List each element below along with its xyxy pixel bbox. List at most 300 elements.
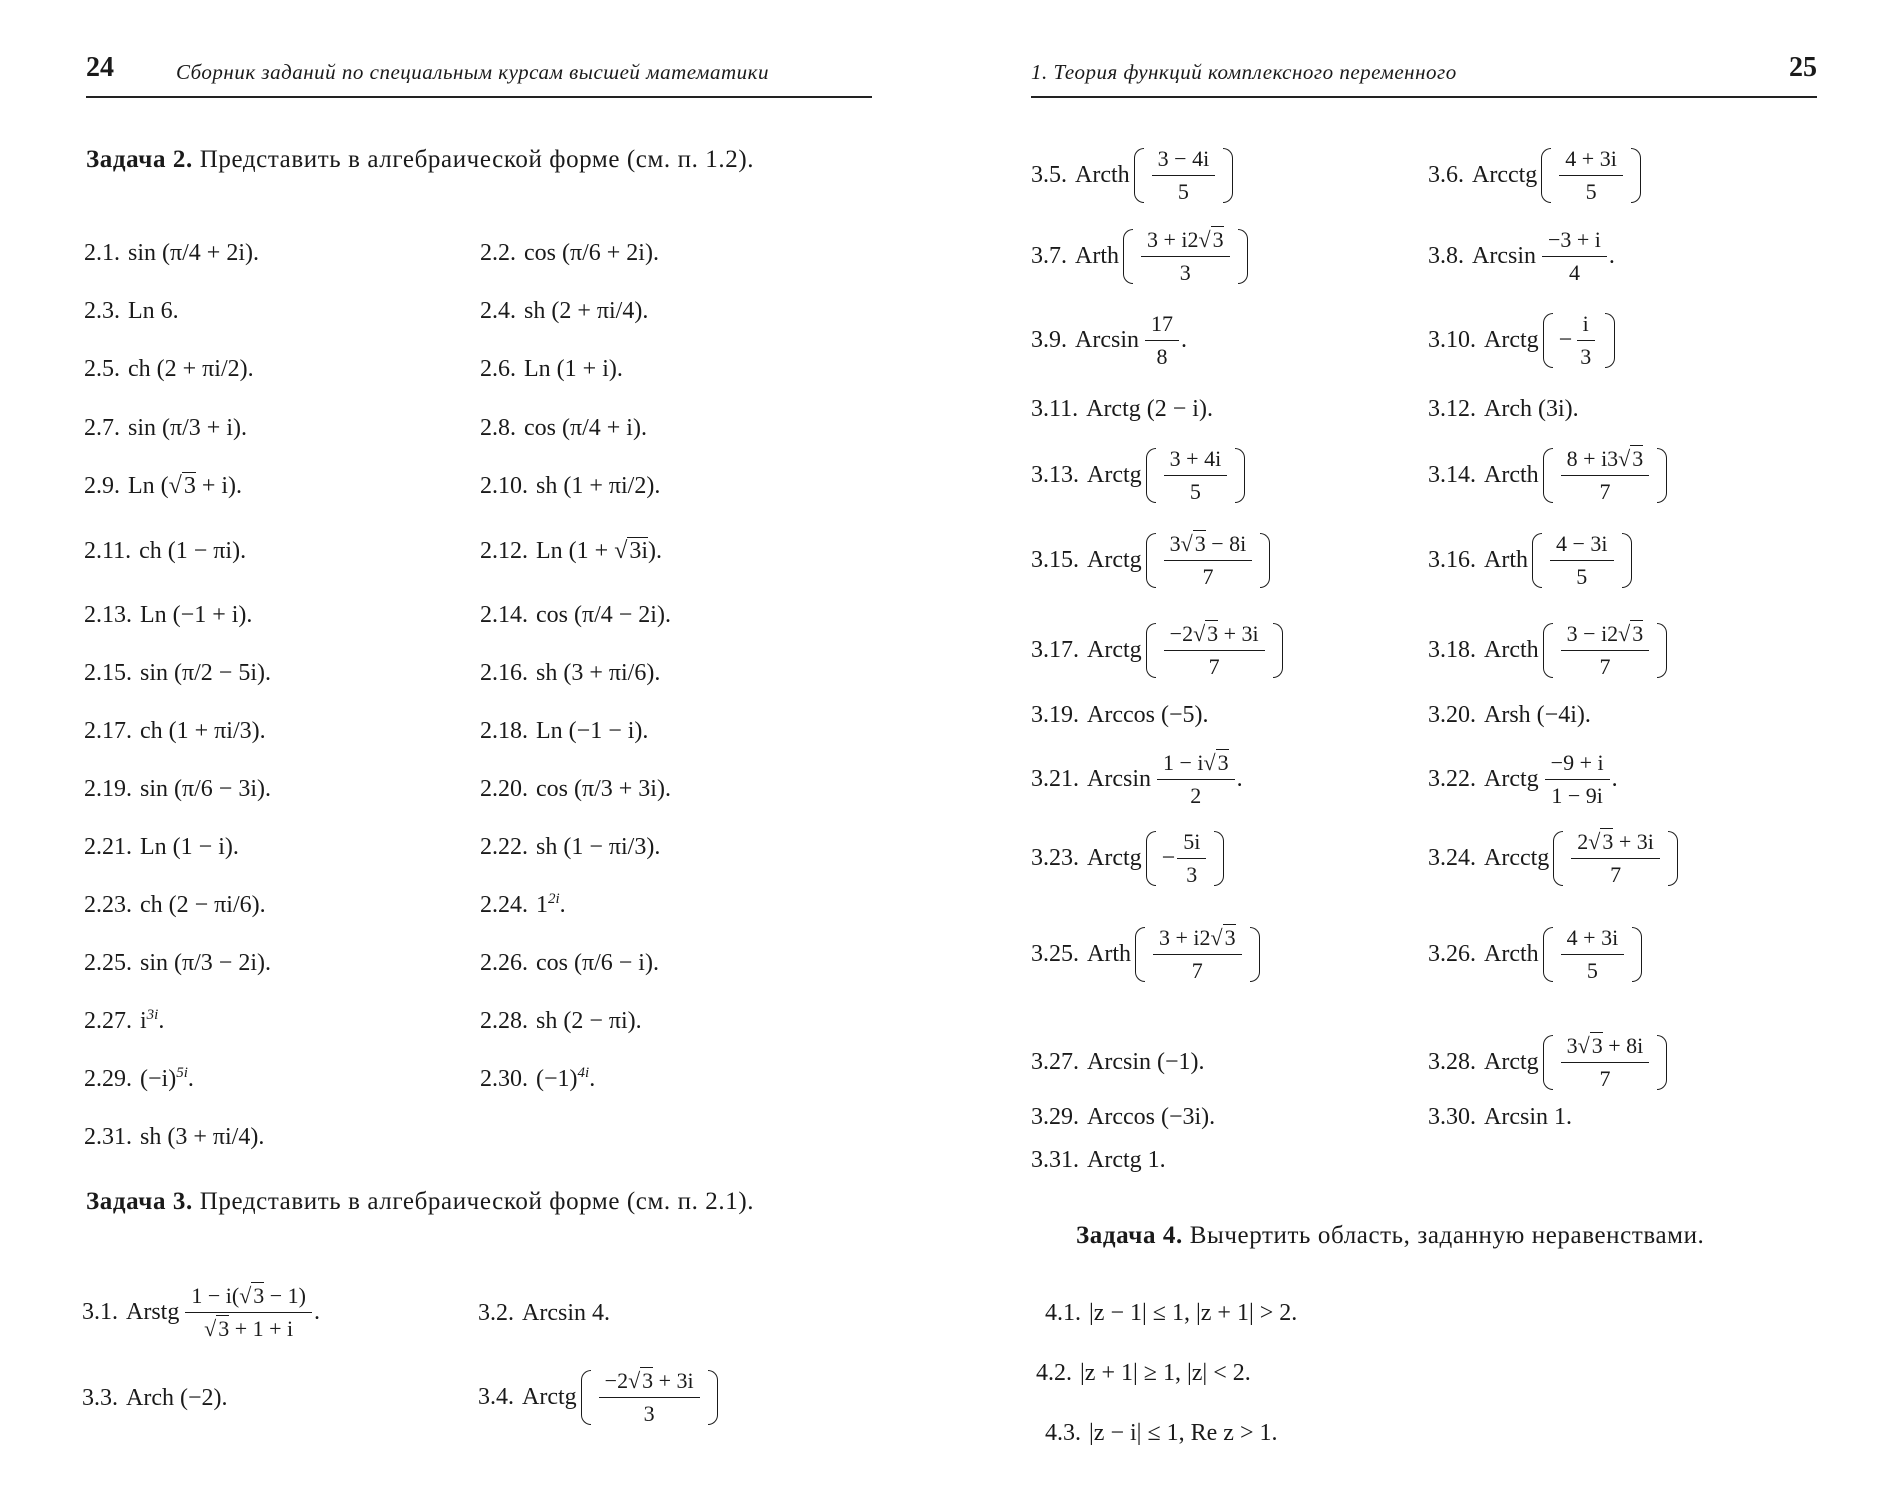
numerator	[1542, 227, 1607, 257]
expr-part: 3	[1179, 259, 1191, 285]
expr-part: 5	[1585, 178, 1597, 204]
expr-part: .	[1611, 765, 1618, 792]
problem-item	[84, 411, 247, 445]
fraction	[1177, 829, 1206, 888]
problem-expression: cos (π/6 + 2i).	[524, 239, 659, 266]
numerator	[1561, 1033, 1650, 1063]
problem-number: 2.1.	[84, 239, 120, 266]
problem-number: 3.31.	[1031, 1146, 1079, 1173]
parenthesized-argument	[581, 1368, 718, 1427]
expr-part: 7	[1599, 653, 1611, 679]
problem-item	[1428, 1020, 1667, 1104]
radicand: 3i	[629, 537, 649, 564]
problem-item	[1428, 392, 1579, 426]
function-name: Arcctg	[1472, 161, 1538, 188]
problem-item	[84, 714, 266, 748]
problem-number: 3.22.	[1428, 765, 1476, 792]
problem-item	[480, 772, 671, 806]
power-base: (−1)	[536, 1066, 578, 1092]
problem-expression: cos (π/4 + i).	[524, 414, 647, 441]
problem-number: 3.29.	[1031, 1103, 1079, 1130]
power-base: (−i)	[140, 1066, 177, 1092]
problem-number: 2.9.	[84, 472, 120, 499]
numerator	[1164, 621, 1265, 651]
task-3-statement	[86, 1185, 872, 1219]
denominator	[1180, 859, 1203, 888]
problem-expression: Ln (−1 − i).	[536, 717, 649, 744]
problem-number: 2.6.	[480, 355, 516, 382]
problem-expression: sin (π/3 − 2i).	[140, 949, 271, 976]
numerator	[1571, 829, 1660, 859]
expr-part: 8	[1156, 343, 1168, 369]
radicand: 3	[642, 1367, 654, 1393]
problem-item	[1428, 308, 1615, 372]
problem-item	[1428, 748, 1618, 810]
numerator	[1550, 531, 1614, 561]
problem-number: 2.28.	[480, 1007, 528, 1034]
function-name: Arstg	[126, 1298, 180, 1325]
problem-expression: Arsh (−4i).	[1484, 701, 1591, 728]
denominator	[1174, 257, 1197, 286]
problem-expression: sh (3 + πi/6).	[536, 659, 661, 686]
fraction	[185, 1283, 312, 1342]
fraction	[1550, 531, 1614, 590]
problem-item	[84, 598, 252, 632]
problem-number: 4.1.	[1045, 1299, 1081, 1326]
problem-expression: sh (1 + πi/2).	[536, 472, 661, 499]
function-name: Arctg	[1087, 844, 1142, 871]
function-name: Arth	[1087, 940, 1131, 967]
problem-number: 2.26.	[480, 949, 528, 976]
fraction	[1561, 621, 1650, 680]
problem-item	[478, 1355, 718, 1439]
expr-part: 7	[1208, 653, 1220, 679]
numerator	[185, 1283, 312, 1313]
fraction	[1164, 446, 1228, 505]
expr-part: 3 − i2√	[1566, 620, 1631, 646]
problem-number: 3.20.	[1428, 701, 1476, 728]
problem-item	[84, 888, 266, 922]
problem-number: 3.1.	[82, 1298, 118, 1325]
fraction	[1559, 146, 1623, 205]
expr-part: 3	[643, 1400, 655, 1426]
problem-expression: Arch (3i).	[1484, 395, 1579, 422]
expr-part: 7	[1599, 1065, 1611, 1091]
expr-part: −2√	[604, 1367, 641, 1393]
problem-item	[480, 469, 660, 503]
numerator	[1561, 925, 1625, 955]
expr-part: 3 + i2√	[1159, 924, 1223, 950]
problem-item	[1031, 518, 1270, 602]
left-page-header	[86, 52, 872, 98]
power-exponent: 3i	[146, 1007, 159, 1023]
problem-expression: ch (1 + πi/3).	[140, 717, 266, 744]
problem-expression: Arccos (−3i).	[1087, 1103, 1216, 1130]
problem-expression: Ln 6.	[128, 297, 179, 324]
fraction	[1164, 621, 1265, 680]
problem-expression: sh (2 − πi).	[536, 1007, 642, 1034]
function-name: Arctg	[1087, 636, 1142, 663]
problem-item	[84, 772, 271, 806]
denominator	[1196, 561, 1219, 590]
numerator	[1577, 311, 1595, 341]
function-name: Arcsin	[1472, 242, 1536, 269]
right-page	[951, 0, 1902, 1508]
parenthesized-argument	[1146, 531, 1271, 590]
problem-number: 3.28.	[1428, 1048, 1476, 1075]
problem-expression: cos (π/4 − 2i).	[536, 601, 671, 628]
problem-number: 3.10.	[1428, 326, 1476, 353]
numerator	[1145, 311, 1179, 341]
task-label: Задача 2.	[86, 146, 193, 173]
problem-number: 3.19.	[1031, 701, 1079, 728]
sign: −	[1558, 326, 1573, 353]
problem-item	[84, 656, 271, 690]
denominator	[1186, 955, 1209, 984]
problem-number: 2.7.	[84, 414, 120, 441]
parenthesized-argument	[1543, 311, 1616, 370]
numerator	[599, 1368, 700, 1398]
problem-number: 2.16.	[480, 659, 528, 686]
expr-part: 7	[1610, 861, 1622, 887]
expr-part: 3	[1580, 343, 1592, 369]
problem-number: 3.21.	[1031, 765, 1079, 792]
expr-part: −2√	[1169, 620, 1206, 646]
task-text: Представить в алгебраической форме (см. п. 1.2).	[199, 146, 755, 173]
expr-part: Ln (1 + √	[536, 537, 628, 564]
problem-expression: sh (1 − πi/3).	[536, 833, 661, 860]
expr-part: .	[1236, 765, 1243, 792]
expr-part: .	[187, 1066, 194, 1092]
problem-item	[1428, 698, 1591, 732]
problem-expression: ch (1 − πi).	[139, 537, 247, 564]
parenthesized-argument	[1146, 829, 1225, 888]
power-exponent: 5i	[176, 1065, 188, 1081]
parenthesized-argument	[1543, 621, 1668, 680]
fraction	[1561, 925, 1625, 984]
radicand: 3	[1224, 924, 1236, 950]
problem-item	[1031, 816, 1224, 900]
problem-expression: Arcsin 1.	[1484, 1103, 1572, 1130]
problem-number: 2.4.	[480, 297, 516, 324]
expr-part: .	[1608, 242, 1615, 269]
denominator	[1580, 176, 1603, 205]
numerator	[1153, 925, 1242, 955]
problem-item	[1428, 608, 1667, 692]
expr-part: 4	[1568, 259, 1580, 285]
task-2-statement	[86, 143, 872, 177]
problem-item	[480, 598, 671, 632]
problem-item	[480, 656, 660, 690]
function-name: Arcth	[1484, 940, 1539, 967]
expr-part: 2	[1190, 782, 1202, 808]
numerator	[1141, 227, 1230, 257]
expr-part: i	[1582, 310, 1589, 336]
denominator	[1172, 176, 1195, 205]
problem-item	[1428, 436, 1667, 514]
page-number: 25	[1789, 52, 1817, 83]
problem-item	[84, 294, 179, 328]
problem-item	[480, 1062, 595, 1096]
problem-number: 3.2.	[478, 1299, 514, 1326]
fraction	[1153, 925, 1242, 984]
problem-expression: sh (3 + πi/4).	[140, 1123, 265, 1150]
parenthesized-argument	[1146, 621, 1283, 680]
problem-expression: Arccos (−5).	[1087, 701, 1209, 728]
problem-expression: cos (π/3 + 3i).	[536, 775, 671, 802]
expr-part: 5i	[1183, 828, 1201, 854]
problem-expression	[128, 473, 242, 500]
problem-number: 3.3.	[82, 1384, 118, 1411]
problem-number: 3.23.	[1031, 844, 1079, 871]
problem-item	[1031, 214, 1248, 298]
problem-expression: sin (π/3 + i).	[128, 414, 247, 441]
problem-number: 2.15.	[84, 659, 132, 686]
problem-number: 3.25.	[1031, 940, 1079, 967]
problem-item	[84, 352, 254, 386]
expr-part: 1 − 9i	[1551, 782, 1603, 808]
expr-part: − 8i	[1205, 530, 1247, 556]
expr-part: + 3i	[653, 1367, 694, 1393]
parenthesized-argument	[1146, 446, 1246, 505]
problem-number: 2.14.	[480, 601, 528, 628]
power-exponent: 2i	[548, 891, 560, 907]
problem-item	[480, 236, 659, 270]
expr-part: 7	[1191, 957, 1203, 983]
expr-part: + 8i	[1602, 1032, 1644, 1058]
problem-number: 3.8.	[1428, 242, 1464, 269]
fraction	[1152, 146, 1216, 205]
task-label: Задача 3.	[86, 1188, 193, 1215]
radicand: 3	[183, 472, 196, 499]
expr-part: 5	[1576, 563, 1588, 589]
radicand: 3	[1212, 226, 1224, 252]
expr-part: ).	[648, 537, 663, 564]
problem-item	[82, 1372, 228, 1424]
problem-item	[480, 1004, 642, 1038]
problem-number: 3.6.	[1428, 161, 1464, 188]
function-name: Arcth	[1484, 636, 1539, 663]
problem-item	[1031, 436, 1245, 514]
expr-part: − 1)	[264, 1282, 306, 1308]
expr-part: 7	[1599, 478, 1611, 504]
problem-number: 3.27.	[1031, 1048, 1079, 1075]
running-title: 1. Теория функций комплексного переменного	[1031, 60, 1457, 84]
expr-part: √	[204, 1315, 217, 1341]
problem-number: 3.15.	[1031, 546, 1079, 573]
fraction	[1571, 829, 1660, 888]
parenthesized-argument	[1123, 227, 1248, 286]
expr-part: 7	[1202, 563, 1214, 589]
expr-part: .	[559, 892, 566, 918]
radicand: 3	[253, 1282, 265, 1308]
problem-item	[1428, 214, 1615, 298]
problem-number: 2.25.	[84, 949, 132, 976]
parenthesized-argument	[1553, 829, 1678, 888]
function-name: Arcsin	[1087, 765, 1151, 792]
task-4-statement	[1076, 1219, 1836, 1253]
problem-number: 2.27.	[84, 1007, 132, 1034]
problem-number: 3.9.	[1031, 326, 1067, 353]
denominator	[1563, 257, 1586, 286]
fraction	[1561, 446, 1650, 505]
problem-item	[1428, 518, 1632, 602]
problem-item	[84, 946, 271, 980]
problem-number: 2.18.	[480, 717, 528, 744]
radicand: 3	[1632, 620, 1644, 646]
parenthesized-argument	[1532, 531, 1632, 590]
numerator	[1177, 829, 1206, 859]
problem-expression	[140, 1007, 164, 1035]
expr-part: Ln (√	[128, 472, 182, 499]
parenthesized-argument	[1543, 925, 1643, 984]
problem-item	[1428, 140, 1641, 210]
expr-part: + 3i	[1613, 828, 1654, 854]
problem-expression: sh (2 + πi/4).	[524, 297, 649, 324]
problem-expression: |z − i| ≤ 1, Re z > 1.	[1089, 1419, 1278, 1446]
expr-part: 5	[1189, 478, 1201, 504]
problem-item	[1031, 392, 1213, 426]
denominator	[198, 1313, 299, 1342]
problem-number: 2.11.	[84, 537, 132, 564]
problem-number: 2.2.	[480, 239, 516, 266]
expr-part: −3 + i	[1547, 226, 1601, 252]
expr-part: 5	[1586, 957, 1598, 983]
problem-number: 3.26.	[1428, 940, 1476, 967]
expr-part: −9 + i	[1550, 749, 1604, 775]
problem-number: 2.12.	[480, 537, 528, 564]
problem-item	[1031, 608, 1283, 692]
problem-number: 3.4.	[478, 1383, 514, 1410]
function-name: Arctg	[1484, 1048, 1539, 1075]
problem-expression: |z + 1| ≥ 1, |z| < 2.	[1080, 1359, 1251, 1386]
problem-item	[1031, 308, 1187, 372]
problem-item	[1045, 1416, 1277, 1450]
expr-part: .	[1180, 326, 1187, 353]
parenthesized-argument	[1134, 146, 1234, 205]
expr-part: 17	[1150, 310, 1173, 336]
radicand: 3	[1602, 828, 1614, 854]
fraction	[599, 1368, 700, 1427]
problem-expression	[536, 1065, 595, 1093]
expr-part: 3 + i2√	[1147, 226, 1211, 252]
problem-number: 2.13.	[84, 601, 132, 628]
running-title: Сборник заданий по специальным курсам высшей математики	[176, 60, 769, 84]
parenthesized-argument	[1543, 1033, 1668, 1092]
problem-expression: sin (π/6 − 3i).	[140, 775, 271, 802]
denominator	[1593, 651, 1616, 680]
numerator	[1152, 146, 1216, 176]
problem-number: 2.19.	[84, 775, 132, 802]
fraction	[1542, 227, 1607, 286]
function-name: Arcsin	[1075, 326, 1139, 353]
expr-part: 8 + i3√	[1566, 445, 1631, 471]
power-base: i	[140, 1008, 147, 1034]
problem-item	[480, 888, 566, 922]
problem-number: 3.30.	[1428, 1103, 1476, 1130]
numerator	[1164, 531, 1253, 561]
problem-expression: ch (2 + πi/2).	[128, 355, 254, 382]
problem-expression: Arcsin 4.	[522, 1299, 610, 1326]
right-page-header	[1031, 52, 1817, 98]
function-name: Arcctg	[1484, 844, 1550, 871]
parenthesized-argument	[1135, 925, 1260, 984]
problem-number: 3.7.	[1031, 242, 1067, 269]
problem-expression: Arcsin (−1).	[1087, 1048, 1205, 1075]
problem-number: 2.30.	[480, 1065, 528, 1092]
problem-expression: Arctg 1.	[1087, 1146, 1166, 1173]
problem-item	[84, 830, 239, 864]
power-exponent: 4i	[577, 1065, 590, 1081]
problem-expression: ch (2 − πi/6).	[140, 891, 266, 918]
expr-part: 3 − 4i	[1157, 145, 1210, 171]
problem-expression: sin (π/4 + 2i).	[128, 239, 259, 266]
denominator	[1184, 476, 1207, 505]
power-base: 1	[536, 892, 548, 918]
radicand: 3	[1217, 749, 1229, 775]
problem-number: 2.24.	[480, 891, 528, 918]
problem-item	[1031, 140, 1233, 210]
numerator	[1559, 146, 1623, 176]
problem-number: 2.17.	[84, 717, 132, 744]
problem-item	[84, 1062, 194, 1096]
problem-number: 2.10.	[480, 472, 528, 499]
expr-part: 3√	[1169, 530, 1193, 556]
task-text: Представить в алгебраической форме (см. п. 2.1).	[199, 1188, 755, 1215]
fraction	[1574, 311, 1597, 370]
problem-expression	[536, 891, 566, 919]
numerator	[1545, 750, 1610, 780]
problem-expression: |z − 1| ≤ 1, |z + 1| > 2.	[1089, 1299, 1298, 1326]
fraction	[1545, 750, 1610, 809]
function-name: Arcth	[1484, 461, 1539, 488]
problem-expression: Ln (1 − i).	[140, 833, 239, 860]
expr-part: 1 − i(√	[191, 1282, 252, 1308]
expr-part: + 1 + i	[229, 1315, 294, 1341]
numerator	[1157, 750, 1235, 780]
sign: −	[1161, 844, 1176, 871]
page-number: 24	[86, 52, 114, 83]
function-name: Arctg	[1087, 461, 1142, 488]
problem-item	[1031, 698, 1209, 732]
problem-item	[480, 294, 648, 328]
problem-item	[1031, 748, 1243, 810]
numerator	[1164, 446, 1228, 476]
problem-number: 2.5.	[84, 355, 120, 382]
problem-item	[478, 1296, 610, 1330]
problem-item	[1036, 1356, 1251, 1390]
numerator	[1561, 446, 1650, 476]
problem-item	[82, 1278, 320, 1346]
function-name: Arctg	[1087, 546, 1142, 573]
problem-item	[1031, 1143, 1166, 1177]
problem-expression: Ln (1 + i).	[524, 355, 623, 382]
expr-part: 3	[1186, 861, 1198, 887]
parenthesized-argument	[1541, 146, 1641, 205]
problem-number: 2.31.	[84, 1123, 132, 1150]
expr-part: 3 + 4i	[1169, 445, 1222, 471]
radicand: 3	[1632, 445, 1644, 471]
problem-number: 2.8.	[480, 414, 516, 441]
expr-part: .	[589, 1066, 596, 1092]
denominator	[1570, 561, 1593, 590]
function-name: Arth	[1484, 546, 1528, 573]
problem-expression: Arch (−2).	[126, 1384, 228, 1411]
problem-expression	[140, 1065, 194, 1093]
problem-number: 3.5.	[1031, 161, 1067, 188]
radicand: 3	[1207, 620, 1219, 646]
problem-number: 4.2.	[1036, 1359, 1072, 1386]
